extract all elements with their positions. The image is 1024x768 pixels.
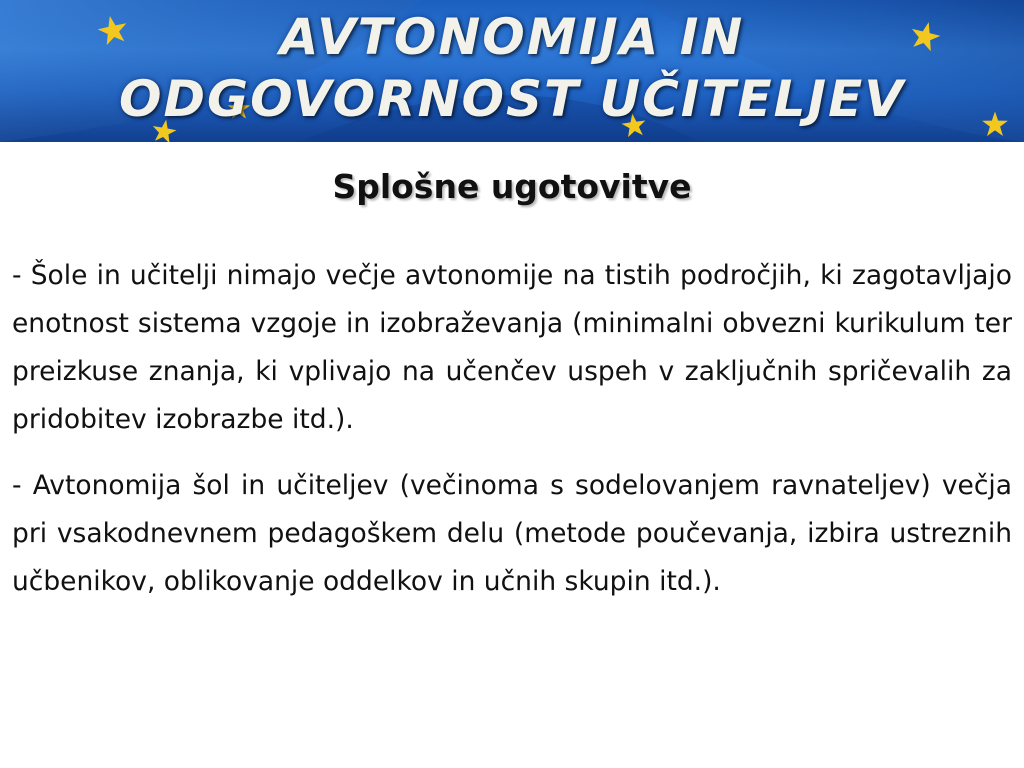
slide-title bbox=[0, 6, 1024, 130]
body-paragraph: - Šole in učitelji nimajo večje avtonomije na tistih področjih, ki zagotavljajo enotnost sistema vzgoje in izobraževanja (minimalni obvezni kurikulum ter preizkuse znanja, ki vplivajo na učenčev uspeh v zaključnih spričevalih za pridobitev izobrazbe itd.). bbox=[12, 260, 1012, 435]
slide-title-line2: ODGOVORNOST UČITELJEV bbox=[119, 70, 905, 128]
slide-body bbox=[12, 252, 1012, 624]
slide-subtitle: Splošne ugotovitve bbox=[332, 167, 692, 206]
body-paragraph: - Avtonomija šol in učiteljev (večinoma s sodelovanjem ravnateljev) večja pri vsakodnevnem pedagoškem delu (metode poučevanja, izbira ustreznih učbenikov, oblikovanje oddelkov in učnih skupin itd.). bbox=[12, 470, 1012, 597]
eu-flag-banner bbox=[0, 0, 1024, 142]
slide-title-line1: AVTONOMIJA IN bbox=[279, 8, 745, 66]
